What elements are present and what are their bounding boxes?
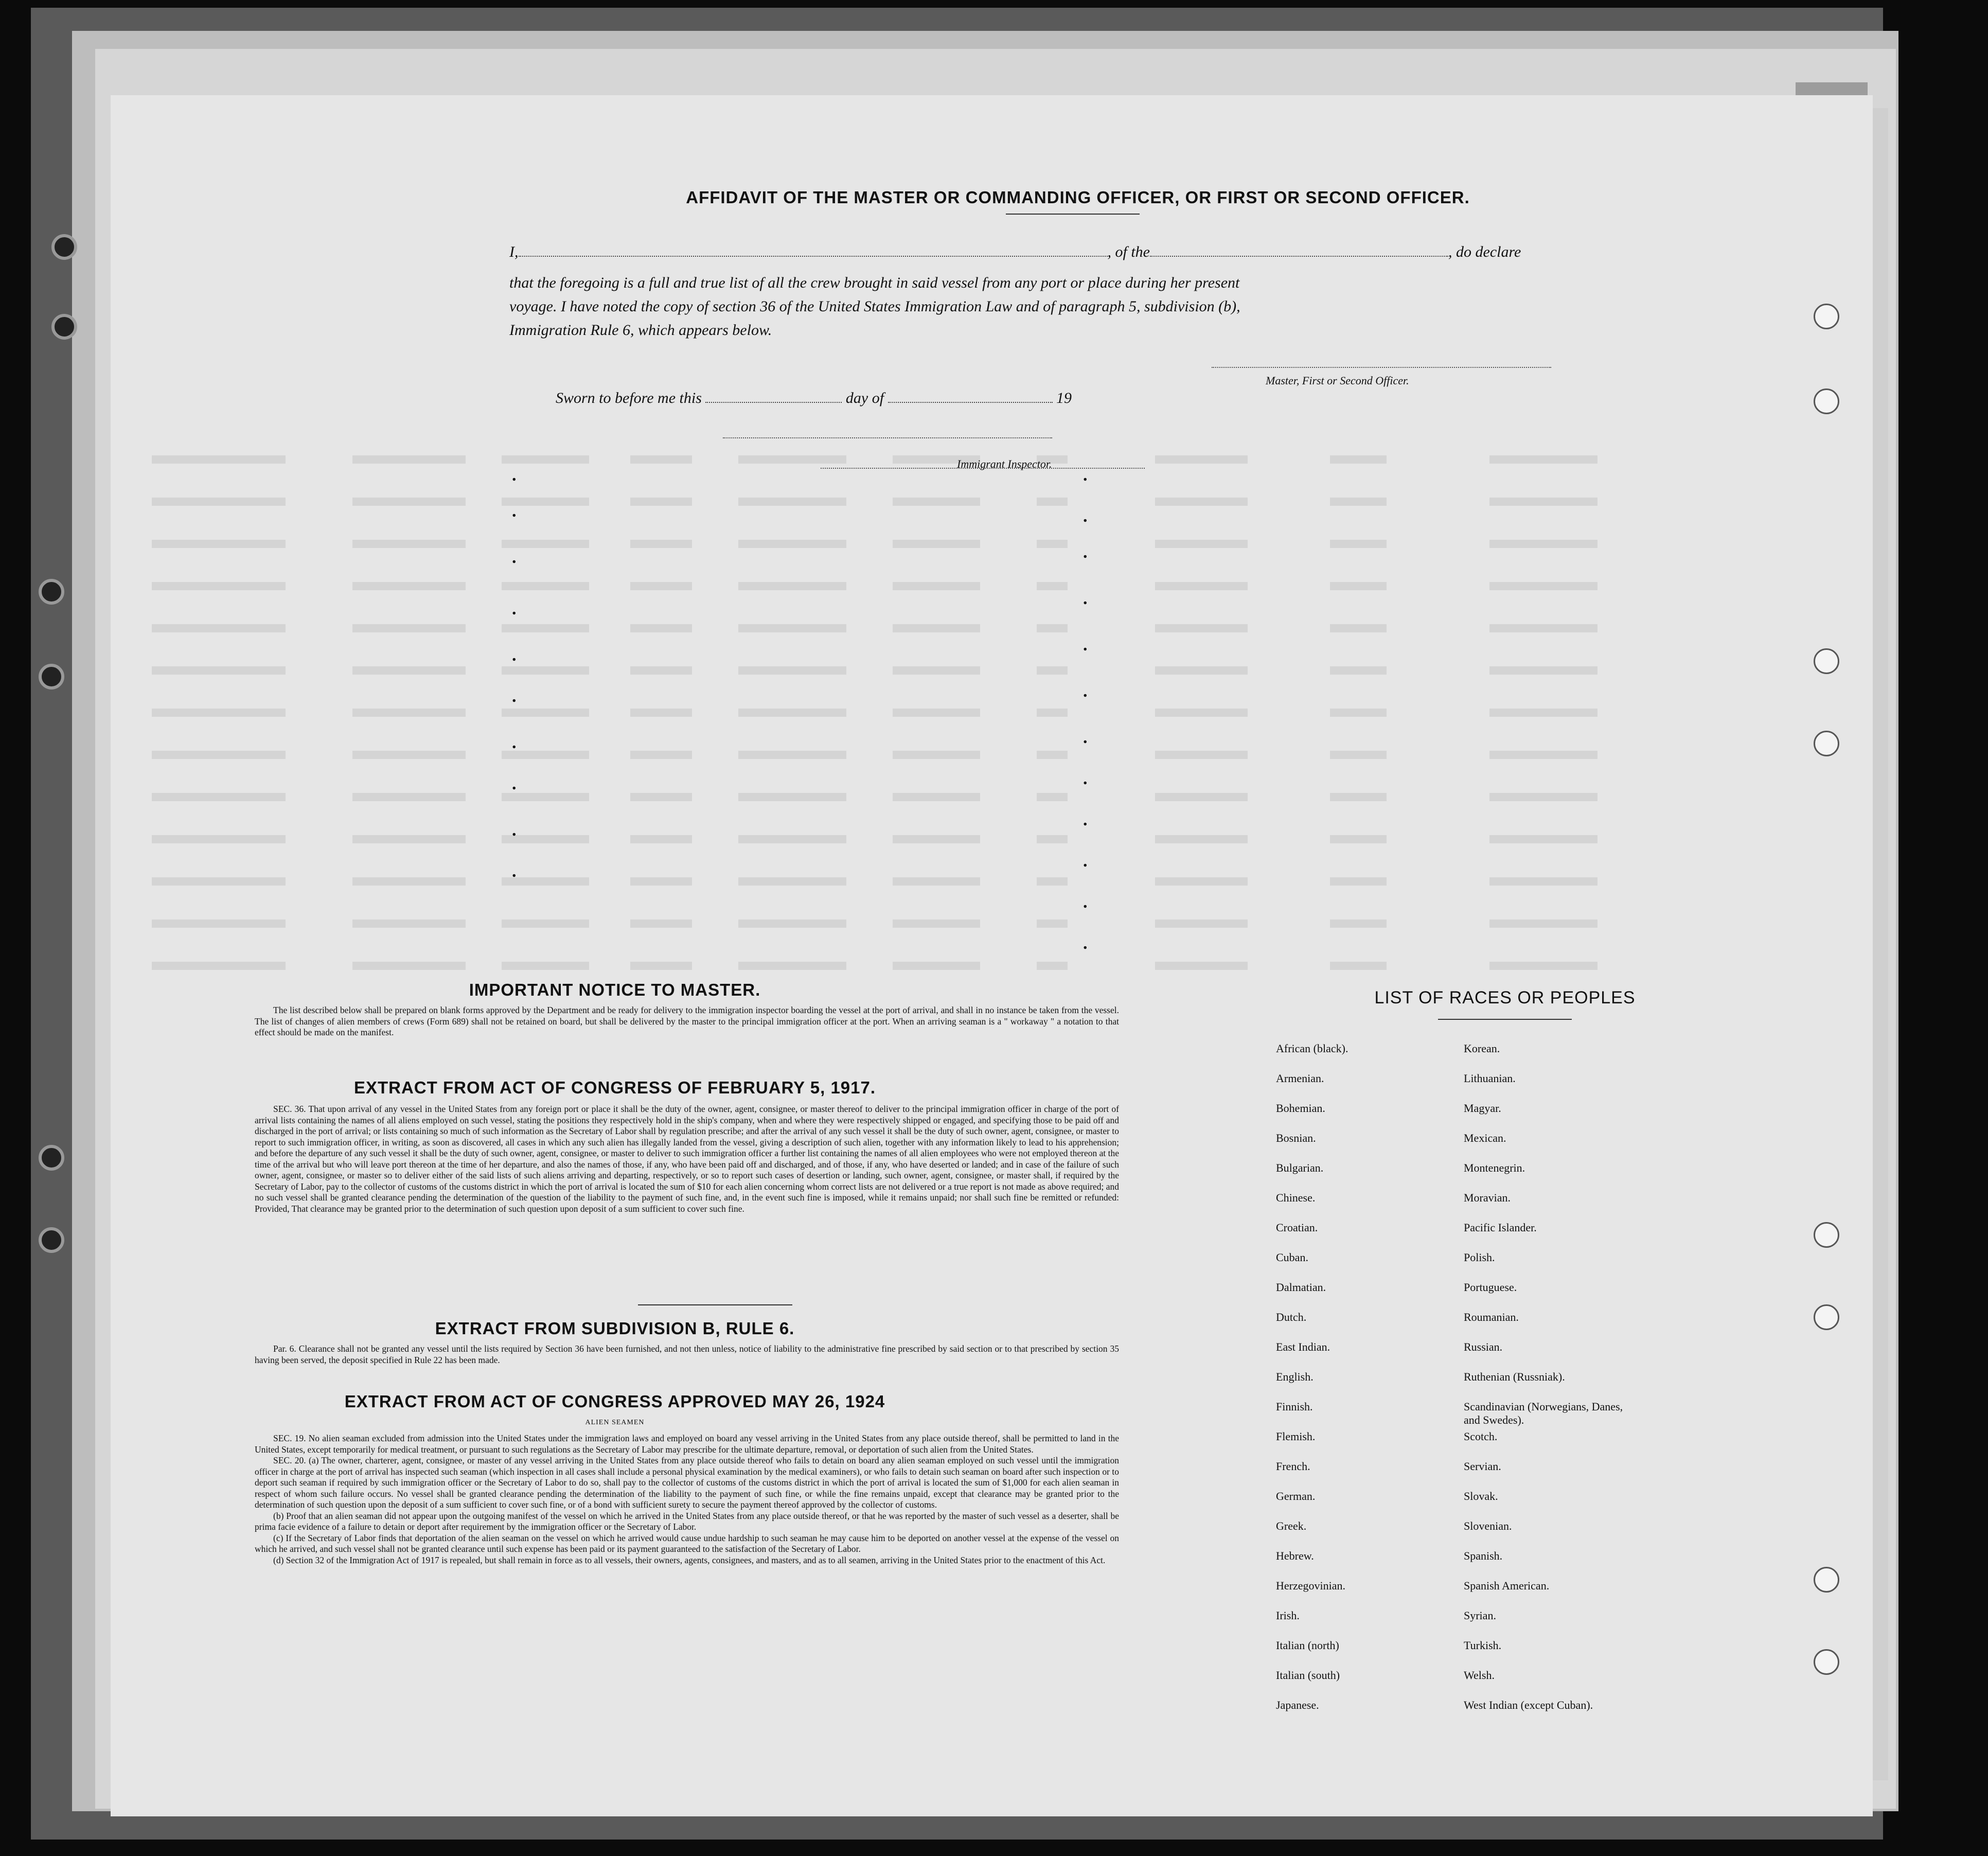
vessel-blank [1150,256,1448,257]
bleed-through-mark [630,666,692,675]
binder-hole [39,579,64,605]
bleed-through-mark [1155,962,1248,970]
dot-mark: . [1083,810,1088,829]
bleed-through-mark [1489,666,1597,675]
affidavit-line-1 [509,243,1600,261]
bleed-through-mark [1037,498,1068,506]
bleed-through-mark [738,624,846,632]
dot-mark: . [1083,466,1088,485]
bleed-through-mark [1155,455,1248,464]
race-item: German. [1276,1490,1316,1503]
bleed-through-mark [1037,666,1068,675]
bleed-through-mark [1489,709,1597,717]
race-item: English. [1276,1370,1313,1383]
bleed-through-mark [1489,624,1597,632]
bleed-through-mark [893,962,980,970]
bleed-through-mark [352,877,466,886]
bleed-through-mark [738,455,846,464]
dot-mark: . [1083,507,1088,526]
reinforcement-ring [1814,1567,1839,1593]
race-item: French. [1276,1460,1310,1473]
dot-mark: . [512,502,517,521]
bleed-through-mark [352,793,466,801]
bleed-through-mark [502,455,589,464]
bleed-through-mark [1037,835,1068,843]
dot-mark: . [512,821,517,840]
section-19-paragraph: SEC. 19. No alien seaman excluded from admission into the United States under the immigration laws and employed on board any vessel arriving in the United States from any place outside thereof, shall be permitted to land in the United States, except temporarily for medical treatment, or pursuant to such regulations as the Secretary of Labor may prescribe for the ultimate departure, removal, or deportation of such alien from the United States. [255,1433,1119,1455]
dot-mark: . [1083,934,1088,953]
inspector-signature-line [723,437,1052,438]
bleed-through-mark [152,793,286,801]
bleed-through-mark [352,962,466,970]
bleed-through-mark [152,920,286,928]
bleed-through-mark [738,666,846,675]
race-item: East Indian. [1276,1340,1330,1353]
bleed-through-mark [152,751,286,759]
race-item: Chinese. [1276,1191,1316,1204]
races-title: LIST OF RACES OR PEOPLES [1374,988,1636,1007]
bleed-through-mark [1037,793,1068,801]
bleed-through-mark [1037,751,1068,759]
reinforcement-ring [1814,1222,1839,1248]
sworn-line [556,390,1276,407]
bleed-through-mark [1330,877,1387,886]
race-item: Armenian. [1276,1072,1324,1085]
bleed-through-mark [1330,666,1387,675]
race-item: Russian. [1464,1340,1503,1353]
race-item: Bosnian. [1276,1132,1316,1144]
extract-1924-body [255,1433,1119,1566]
bleed-through-mark [738,751,846,759]
bleed-through-mark [1037,962,1068,970]
bleed-through-mark [152,582,286,590]
race-item: Croatian. [1276,1221,1318,1234]
reinforcement-ring [1814,304,1839,329]
race-item: Italian (south) [1276,1669,1340,1682]
race-item: Bulgarian. [1276,1161,1324,1174]
bleed-through-mark [502,793,589,801]
race-item: Hebrew. [1276,1549,1314,1562]
race-item: Dalmatian. [1276,1281,1326,1294]
bleed-through-mark [1330,962,1387,970]
race-item: Scotch. [1464,1430,1498,1443]
bleed-through-mark [893,709,980,717]
bleed-through-mark [502,666,589,675]
race-item: Syrian. [1464,1609,1496,1622]
bleed-through-mark [738,540,846,548]
race-item: Slovenian. [1464,1519,1512,1532]
bleed-through-mark [1155,498,1248,506]
bleed-through-mark [738,877,846,886]
bleed-through-mark [1037,624,1068,632]
bleed-through-mark [502,540,589,548]
dot-mark: . [1083,543,1088,562]
dot-mark: . [1083,682,1088,701]
bleed-through-mark [630,498,692,506]
race-item: Bohemian. [1276,1102,1325,1115]
bleed-through-mark [1330,835,1387,843]
race-item: Spanish American. [1464,1579,1550,1592]
dot-mark: . [512,599,517,618]
bleed-through-mark [630,835,692,843]
bleed-through-mark [738,920,846,928]
bleed-through-mark [1489,540,1597,548]
affidavit-line-4: Immigration Rule 6, which appears below. [509,322,772,339]
bleed-through-mark [502,920,589,928]
bleed-through-mark [1489,877,1597,886]
affidavit-i: I, [509,243,519,260]
race-item: Moravian. [1464,1191,1511,1204]
dot-mark: . [1083,893,1088,912]
race-item: Korean. [1464,1042,1500,1055]
bleed-through-mark [630,624,692,632]
section-20b-paragraph: (b) Proof that an alien seaman did not appear upon the outgoing manifest of the vessel on which he arrived in the United States from any place outside thereof, or that he was reported by the master of such vessel as a deserter, shall be prima facie evidence of a failure to detain or deport after requirement by the immigration officer or the Secretary of Labor. [255,1510,1119,1532]
binder-hole [39,1145,64,1171]
declare-text: , do declare [1448,243,1521,260]
bleed-through-mark [893,920,980,928]
inspector-label: Immigrant Inspector. [957,457,1052,470]
bleed-through-mark [1489,793,1597,801]
bleed-through-mark [1155,540,1248,548]
notice-paragraph: The list described below shall be prepared on blank forms approved by the Department and be ready for delivery to the immigration inspector boarding the vessel at the port of arrival, and shall in no instance be taken from the vessel. The list of changes of alien members of crews (Form 689) shall not be retained on board, but shall be delivered by the master to the principal immigration officer at the port. When an arriving seaman is a " workaway " a notation to that effect should be made on the manifest. [255,1005,1119,1037]
bleed-through-mark [152,455,286,464]
race-item: Polish. [1464,1251,1495,1264]
binder-hole [51,314,77,340]
bleed-through-mark [893,624,980,632]
paragraph-6: Par. 6. Clearance shall not be granted any vessel until the lists required by Section 36 have been furnished, and not then unless, notice of liability to the administrative fine prescribed by said section or to that prescribed by section 35 having been served, the deposit specified in Rule 22 has been made. [255,1344,1119,1365]
bleed-through-mark [352,540,466,548]
bleed-through-mark [1155,582,1248,590]
bleed-through-mark [1330,455,1387,464]
bleed-through-mark [152,877,286,886]
extract-1917-title: EXTRACT FROM ACT OF CONGRESS OF FEBRUARY 5, 1917. [353,1078,876,1097]
bleed-through-mark [352,455,466,464]
section-20d-paragraph: (d) Section 32 of the Immigration Act of 1917 is repealed, but shall remain in force as to all vessels, their owners, agents, consignees, and masters, and as to all seamen, arriving in the United States prior to the enactment of this Act. [273,1554,1106,1565]
bleed-through-mark [1155,624,1248,632]
bleed-through-mark [1489,962,1597,970]
bleed-through-mark [1155,835,1248,843]
reinforcement-ring [1814,1304,1839,1330]
bleed-through-mark [1155,751,1248,759]
bleed-through-mark [630,877,692,886]
race-item: Finnish. [1276,1400,1313,1413]
bleed-through-mark [893,835,980,843]
bleed-through-mark [152,540,286,548]
bleed-through-mark [152,624,286,632]
notice-title: IMPORTANT NOTICE TO MASTER. [469,980,761,999]
reinforcement-ring [1814,648,1839,674]
race-item: Magyar. [1464,1102,1501,1115]
alien-seamen-subtitle: ALIEN SEAMEN [585,1419,645,1426]
name-blank [519,256,1108,257]
dot-mark: . [512,646,517,665]
race-item: Slovak. [1464,1490,1498,1503]
bleed-through-mark [738,835,846,843]
dot-mark: . [512,466,517,485]
bleed-through-mark [152,962,286,970]
reinforcement-ring [1814,731,1839,756]
bleed-through-mark [352,709,466,717]
bleed-through-mark [1037,877,1068,886]
affidavit-line-3: voyage. I have noted the copy of section 36 of the United States Immigration Law and of paragraph 5, subdivision (b), [509,298,1240,315]
bleed-through-mark [630,455,692,464]
race-item: Spanish. [1464,1549,1503,1562]
dot-mark: . [512,548,517,567]
bleed-through-mark [152,835,286,843]
bleed-through-mark [352,751,466,759]
dot-mark: . [512,687,517,706]
bleed-through-mark [630,920,692,928]
affidavit-line-2: that the foregoing is a full and true list of all the crew brought in said vessel from any port or place during her present [509,274,1240,291]
bleed-through-mark [1330,582,1387,590]
race-item: Italian (north) [1276,1639,1339,1652]
race-item: Scandinavian (Norwegians, Danes, and Swedes). [1464,1400,1623,1426]
race-item: Dutch. [1276,1311,1307,1323]
dot-mark: . [1083,635,1088,655]
bleed-through-mark [630,751,692,759]
binder-hole [51,234,77,260]
bleed-through-mark [152,498,286,506]
dot-mark: . [512,733,517,752]
divider [1006,214,1140,215]
document-page [111,95,1873,1816]
bleed-through-mark [502,582,589,590]
notice-body [255,1005,1119,1038]
day-blank [705,402,842,403]
year-text: 19 [1056,390,1072,406]
bleed-through-mark [1155,666,1248,675]
race-item: Herzegovinian. [1276,1579,1345,1592]
bleed-through-mark [893,582,980,590]
master-label: Master, First or Second Officer. [1266,374,1409,387]
section-20c-paragraph: (c) If the Secretary of Labor finds that deportation of the alien seaman on the vessel on which he arrived would cause undue hardship to such seaman he may cause him to be deported on another vessel at the expense of the vessel on which he arrived, and such vessel shall not be granted clearance until such expense has been paid or its payment guaranteed to the satisfaction of the Secretary of Labor. [255,1532,1119,1554]
race-item: Turkish. [1464,1639,1502,1652]
race-item: West Indian (except Cuban). [1464,1699,1593,1711]
month-blank [888,402,1053,403]
bleed-through-mark [1330,709,1387,717]
of-the-text: , of the [1107,243,1150,260]
bleed-through-mark [1489,498,1597,506]
bleed-through-mark [630,962,692,970]
sworn-text: Sworn to before me this [556,390,702,406]
race-item: Servian. [1464,1460,1501,1473]
bleed-through-mark [352,920,466,928]
bleed-through-mark [1489,455,1597,464]
dot-mark: . [512,774,517,793]
bleed-through-mark [1155,877,1248,886]
bleed-through-mark [1489,835,1597,843]
dot-mark: . [1083,728,1088,747]
bleed-through-mark [893,877,980,886]
subdivision-b-title: EXTRACT FROM SUBDIVISION B, RULE 6. [435,1319,795,1338]
bleed-through-mark [1330,751,1387,759]
bleed-through-mark [152,666,286,675]
bleed-through-mark [1489,751,1597,759]
bleed-through-mark [893,793,980,801]
bleed-through-mark [1330,540,1387,548]
bleed-through-mark [630,540,692,548]
bleed-through-mark [738,582,846,590]
bleed-through-mark [152,709,286,717]
bleed-through-mark [1155,793,1248,801]
race-item: African (black). [1276,1042,1348,1055]
bleed-through-mark [1489,920,1597,928]
race-item: Roumanian. [1464,1311,1519,1323]
bleed-through-mark [738,709,846,717]
bleed-through-mark [352,582,466,590]
bleed-through-mark [352,835,466,843]
bleed-through-mark [502,624,589,632]
bleed-through-mark [893,540,980,548]
section-36-paragraph: SEC. 36. That upon arrival of any vessel in the United States from any foreign port or place it shall be the duty of the owner, agent, consignee, or master thereof to deliver to the principal immigration officer in charge of the port of arrival lists containing the names of all aliens employed on such vessel, stating the positions they respectively hold in the ship's company, when and where they were respectively shipped or engaged, and specifying those to be paid off and discharged in the port of arrival; or lists containing so much of such information as the Secretary of Labor shall by regulation prescribe; and after the arrival of any such vessel it shall be the duty of such owner, agent, consignee, or master to report to such immigration officer, in writing, as soon as discovered, all cases in which any such alien has illegally landed from the vessel, giving a description of such alien, together with any information likely to lead to his apprehension; and before the departure of any such vessel it shall be the duty of such owner, agent, consignee, or master to deliver to such immigration officer a further list containing the names of all alien employees who were not employed thereon at the time of the arrival but who will leave port thereon at the time of her departure, and also the names of those, if any, who have been paid off and discharged, and of those, if any, who have deserted or landed; and in case of the failure of such owner, agent, consignee, or master so to deliver either of the said lists of such aliens arriving and departing, respectively, or so to report such cases of desertion or landing, such owner, agent, consignee, or master shall, if required by the Secretary of Labor, pay to the collector of customs of the customs district in which the port of arrival is located the sum of $10 for each alien concerning whom correct lists are not delivered or a true report is not made as above required; and no such vessel shall be granted clearance pending the determination of the question of the liability to the payment of such fine, and, in the event such fine is imposed, while it remains unpaid; nor shall such fine be remitted or refunded: Provided, That clearance may be granted prior to the determination of such question upon deposit of a sum sufficient to cover such fine. [255,1104,1119,1214]
day-of-text: day of [845,390,884,406]
binder-hole [39,664,64,690]
bleed-through-mark [738,962,846,970]
bleed-through-mark [352,666,466,675]
race-item: Cuban. [1276,1251,1308,1264]
bleed-through-mark [1489,582,1597,590]
bleed-through-mark [1330,793,1387,801]
reinforcement-ring [1814,1649,1839,1675]
bleed-through-mark [630,793,692,801]
bleed-through-mark [1330,498,1387,506]
bleed-through-mark [352,624,466,632]
bleed-through-mark [1037,920,1068,928]
bleed-through-mark [1037,709,1068,717]
race-item: Pacific Islander. [1464,1221,1537,1234]
bleed-through-mark [1155,920,1248,928]
master-signature-line [1212,367,1551,368]
divider [638,1304,792,1305]
race-item: Japanese. [1276,1699,1319,1711]
race-item: Greek. [1276,1519,1307,1532]
dot-mark: . [1083,852,1088,871]
extract-1924-title: EXTRACT FROM ACT OF CONGRESS APPROVED MAY 26, 1924 [344,1392,885,1411]
race-item: Irish. [1276,1609,1300,1622]
bleed-through-mark [738,793,846,801]
section-20a-paragraph: SEC. 20. (a) The owner, charterer, agent, consignee, or master of any vessel arriving in the United States from any place outside thereof who fails to detain on board any alien seaman employed on such vessel until the immigration officer in charge at the port of arrival has inspected such seaman (which inspection in all cases shall include a personal physical examination by the medical examiners), or who fails to detain such seaman on board after such inspection or to deport such seaman if required by such immigration officer or the Secretary of Labor to do so, shall pay to the collector of customs of the customs district in which the port of arrival is located the sum of $1,000 for each alien seaman in respect of whom such failure occurs. No vessel shall be granted clearance pending the determination of the liability to the payment of such fine, or while the fine remains unpaid, except that clearance may be granted prior to the determination of such question upon the deposit of a sum sufficient to cover such fine, or of a bond with sufficient surety to secure the payment thereof approved by the collector of customs. [255,1455,1119,1510]
bleed-through-mark [738,498,846,506]
dot-mark: . [1083,589,1088,608]
race-item: Welsh. [1464,1669,1495,1682]
bleed-through-mark [1330,624,1387,632]
dot-mark: . [1083,769,1088,788]
bleed-through-mark [630,582,692,590]
race-item: Montenegrin. [1464,1161,1525,1174]
race-item: Lithuanian. [1464,1072,1516,1085]
bleed-through-mark [1037,582,1068,590]
race-item: Portuguese. [1464,1281,1517,1294]
divider [1438,1019,1572,1020]
binder-hole [39,1227,64,1253]
bleed-through-mark [1037,540,1068,548]
extract-1917-body [255,1104,1119,1214]
bleed-through-mark [502,962,589,970]
bleed-through-mark [893,666,980,675]
dot-mark: . [512,862,517,881]
bleed-through-mark [1330,920,1387,928]
bleed-through-mark [502,709,589,717]
bleed-through-mark [352,498,466,506]
bleed-through-mark [893,751,980,759]
bleed-through-mark [1155,709,1248,717]
affidavit-title: AFFIDAVIT OF THE MASTER OR COMMANDING OFFICER, OR FIRST OR SECOND OFFICER. [686,188,1470,207]
subdivision-b-body [255,1344,1119,1366]
reinforcement-ring [1814,388,1839,414]
race-item: Ruthenian (Russniak). [1464,1370,1565,1383]
race-item: Mexican. [1464,1132,1506,1144]
bleed-through-mark [893,498,980,506]
bleed-through-mark [630,709,692,717]
race-item: Flemish. [1276,1430,1316,1443]
